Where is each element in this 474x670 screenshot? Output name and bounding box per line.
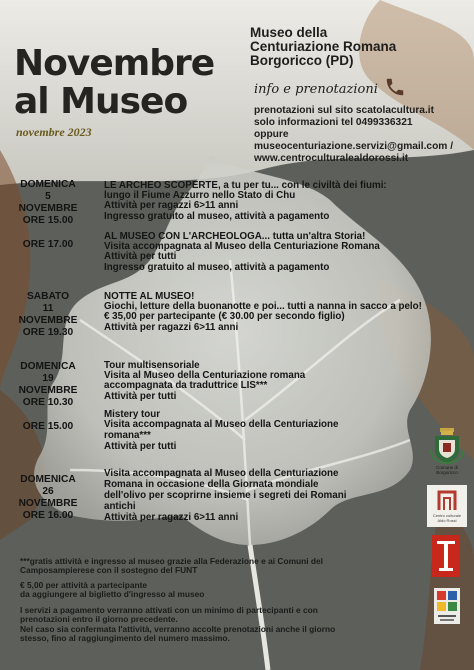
note-services-line: Nel caso sia confermata l'attività, verranno accolte prenotazioni anche il giorno xyxy=(20,624,336,634)
note-services-line: I servizi a pagamento verranno attivati con un minimo di partecipanti e con xyxy=(20,605,318,615)
aldo-rossi-logo xyxy=(427,485,467,527)
note-price-line: € 5,00 per attività a partecipante xyxy=(20,580,148,590)
event-date-time: ORE 15.00 xyxy=(22,215,74,226)
comune-borgoricco-logo xyxy=(428,428,466,476)
comune-name-line1: Comune di xyxy=(436,465,458,470)
phone-icon xyxy=(384,76,406,98)
event-line: Attività per ragazzi 6>11 anni xyxy=(104,512,239,523)
event-title: Tour multisensoriale xyxy=(104,360,200,371)
event-title: Mistery tour xyxy=(104,409,161,420)
info-line-phone: solo informazioni tel 0499336321 xyxy=(254,117,413,128)
event-line: Visita al Museo della Centuriazione romana xyxy=(104,370,306,381)
event-date-number: 11 xyxy=(42,303,54,314)
event-line: Giochi, letture della buonanotte e poi... tutti a nanna in sacco a pelo! xyxy=(104,301,422,312)
event-date-number: 19 xyxy=(42,373,54,384)
event-line: Ingresso gratuito al museo, attività a pagamento xyxy=(104,262,330,273)
event-line: romana*** xyxy=(104,430,151,441)
event-date-day: DOMENICA xyxy=(20,361,76,372)
event-line: Attività per tutti xyxy=(104,441,177,452)
event-title: AL MUSEO CON L'ARCHEOLOGA... tutta un'altra Storia! xyxy=(104,231,366,242)
comune-name-line2: Borgoricco xyxy=(436,470,458,475)
note-free-line: ***gratis attività e ingresso al museo grazie alla Federazione e ai Comuni del xyxy=(20,556,323,566)
title-line1: Novembre xyxy=(14,43,215,84)
event-line: Attività per ragazzi 6>11 anni xyxy=(104,322,239,333)
info-line-booking: prenotazioni sul sito scatolacultura.it xyxy=(254,105,435,116)
event-title: LE ARCHEO SCOPERTE, a tu per tu... con le civiltà dei fiumi: xyxy=(104,180,387,191)
event-line: Attività per tutti xyxy=(104,251,177,262)
title-line2: al Museo xyxy=(14,81,188,122)
scatola-cultura-logo xyxy=(434,588,460,624)
info-line-email: museocenturiazione.servizi@gmail.com / xyxy=(254,141,454,152)
event-date-day: SABATO xyxy=(26,291,70,302)
event-date-month: NOVEMBRE xyxy=(18,315,78,326)
event-date-time: ORE 15.00 xyxy=(22,421,74,432)
scatola-cultura-mark-icon xyxy=(434,588,460,624)
event-line: Attività per tutti xyxy=(104,391,177,402)
event-date-time: ORE 17.00 xyxy=(22,239,74,250)
event-line: Visita accompagnata al Museo della Centuriazione xyxy=(104,419,339,430)
event-date-month: NOVEMBRE xyxy=(18,498,78,509)
event-title: Visita accompagnata al Museo della Centuriazione xyxy=(104,468,339,479)
event-line: antichi xyxy=(104,501,136,512)
coat-of-arms-icon xyxy=(428,428,466,464)
sponsor-mark-icon xyxy=(432,535,460,577)
event-line: Attività per ragazzi 6>11 anni xyxy=(104,200,239,211)
note-services-line: stesso, fino al raggiungimento del numero massimo. xyxy=(20,633,230,643)
red-sponsor-logo xyxy=(432,535,460,577)
event-date-number: 26 xyxy=(42,486,54,497)
event-date-number: 5 xyxy=(45,191,51,202)
museum-name-line2: Centuriazione Romana xyxy=(250,39,397,54)
note-services-line: prenotazioni entro il giorno precedente. xyxy=(20,614,178,624)
subtitle: novembre 2023 xyxy=(16,125,92,139)
event-title: NOTTE AL MUSEO! xyxy=(104,291,195,302)
aldo-rossi-mark-icon xyxy=(436,489,458,511)
event-line: € 35,00 per partecipante (€ 30.00 per secondo figlio) xyxy=(104,311,345,322)
event-line: lungo il Fiume Azzurro nello Stato di Chu xyxy=(104,190,296,201)
event-line: Ingresso gratuito al museo, attività a pagamento xyxy=(104,211,330,222)
note-free-line: Camposampierese con il sostegno del FUNT xyxy=(20,565,198,575)
event-line: Romana in occasione della Giornata mondiale xyxy=(104,479,319,490)
aldo-rossi-label-line2: Aldo Rossi xyxy=(437,518,457,523)
aldo-rossi-label-line1: Centro culturale xyxy=(432,513,462,518)
info-line-or: oppure xyxy=(254,129,289,140)
info-heading: info e prenotazioni xyxy=(254,82,378,97)
museum-name-line1: Museo della xyxy=(250,25,328,40)
event-date-month: NOVEMBRE xyxy=(18,385,78,396)
event-date-day: DOMENICA xyxy=(20,474,76,485)
event-line: Visita accompagnata al Museo della Centuriazione Romana xyxy=(104,241,380,252)
event-date-day: DOMENICA xyxy=(20,179,76,190)
event-date-time: ORE 10.30 xyxy=(22,397,74,408)
event-line: accompagnata da traduttrice LIS*** xyxy=(104,380,268,391)
note-price-line: da aggiungere al biglietto d'ingresso al museo xyxy=(20,589,205,599)
event-date-time: ORE 16.00 xyxy=(22,510,74,521)
museum-name-line3: Borgoricco (PD) xyxy=(250,53,354,68)
event-date-month: NOVEMBRE xyxy=(18,203,78,214)
event-line: dell'olivo per scoprirne insieme i segreti dei Romani xyxy=(104,490,347,501)
info-line-website: www.centroculturalealdorossi.it xyxy=(254,153,409,164)
event-date-time: ORE 19.30 xyxy=(22,327,74,338)
